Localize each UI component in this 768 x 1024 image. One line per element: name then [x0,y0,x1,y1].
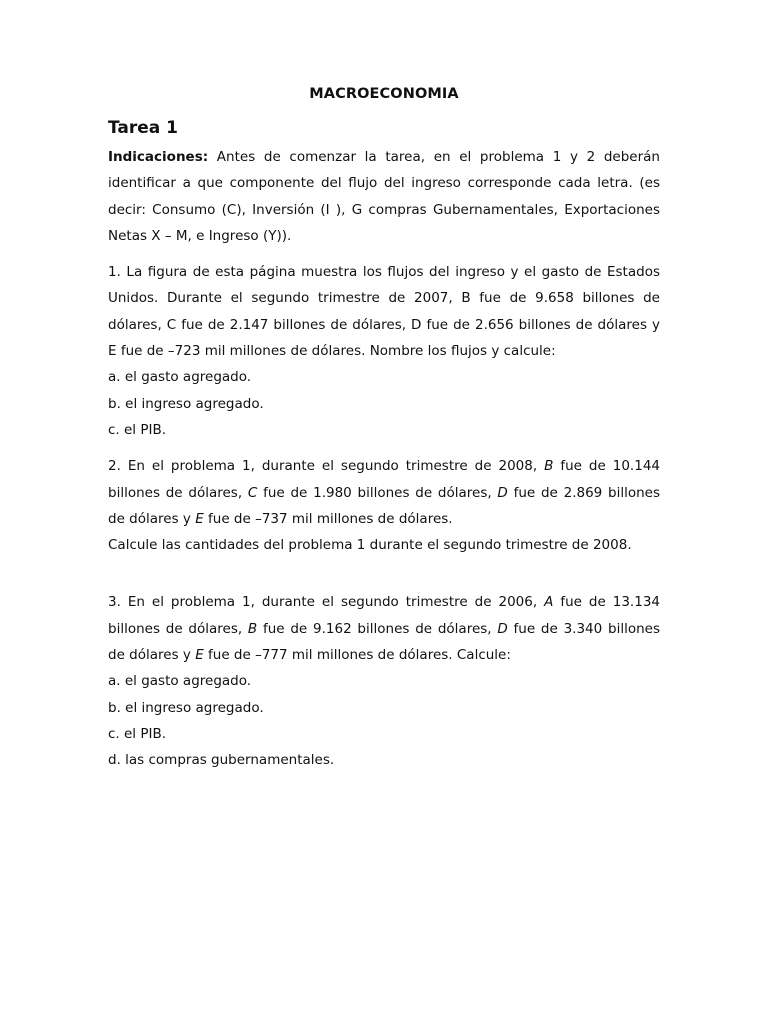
indicaciones-label: Indicaciones: [108,149,209,165]
p2-seg-1: 2. En el problema 1, durante el segundo trimestre de 2008, [108,458,545,475]
document-subtitle: Tarea 1 [108,118,179,138]
problem-1-text: 1. La figura de esta página muestra los flujos del ingreso y el gasto de Estados Unidos. Durante el segundo trimestre de 2007, B fue de 9.658 billones de dólares, C fue de 2.147 billones de dólares, D fue de 2.656 billones de dólares y E fue de –723 mil millones de dólares. Nombre los flujos y calcule: [108,264,660,360]
p2-seg-3: fue de 1.980 billones de dólares, [257,484,498,501]
p2-seg-2: fue de 10.144 billones de dólares, [108,458,660,501]
p3-var-a: A [544,594,554,611]
indicaciones-text: Antes de comenzar la tarea, en el problema 1 y 2 deberán identificar a que componente del flujo del ingreso corresponde cada letra. (es decir: Consumo (C), Inversión (I ), G compras Gubernamentales, Exportaciones Netas X – M, e Ingreso (Y)). [108,149,660,244]
problem-3-item-b: b. el ingreso agregado. [108,699,264,716]
p2-var-c: C [247,484,258,501]
problem-3-item-c: c. el PIB. [108,725,167,742]
p2-seg-4: fue de 2.869 billones de dólares y [108,484,661,527]
p3-var-b: B [247,620,258,637]
problem-1-item-c: c. el PIB. [108,421,167,438]
p3-var-d: D [497,620,508,637]
problem-3-item-d: d. las compras gubernamentales. [108,752,335,769]
problem-1-item-b: b. el ingreso agregado. [108,395,264,412]
p3-seg-3: fue de 9.162 billones de dólares, [257,620,498,637]
problem-2-text [108,453,660,532]
indicaciones-paragraph [108,144,660,249]
problem-1-item-a: a. el gasto agregado. [108,369,252,386]
p2-var-e: E [195,510,204,527]
p2-seg-5: fue de –737 mil millones de dólares. [203,510,453,527]
problem-2-calc: Calcule las cantidades del problema 1 durante el segundo trimestre de 2008. [108,537,632,554]
problem-3-text [108,589,660,668]
p3-seg-1: 3. En el problema 1, durante el segundo trimestre de 2006, [108,594,545,611]
document-page [108,86,660,774]
p3-seg-4: fue de 3.340 billones de dólares y [108,620,660,664]
p2-var-b: B [544,458,554,475]
p2-var-d: D [497,484,508,501]
p3-seg-5: fue de –777 mil millones de dólares. Calcule: [203,647,511,664]
document-title: MACROECONOMIA [309,86,459,102]
problem-3-item-a: a. el gasto agregado. [108,673,252,690]
p3-seg-2: fue de 13.134 billones de dólares, [108,594,660,637]
p3-var-e: E [195,647,204,664]
